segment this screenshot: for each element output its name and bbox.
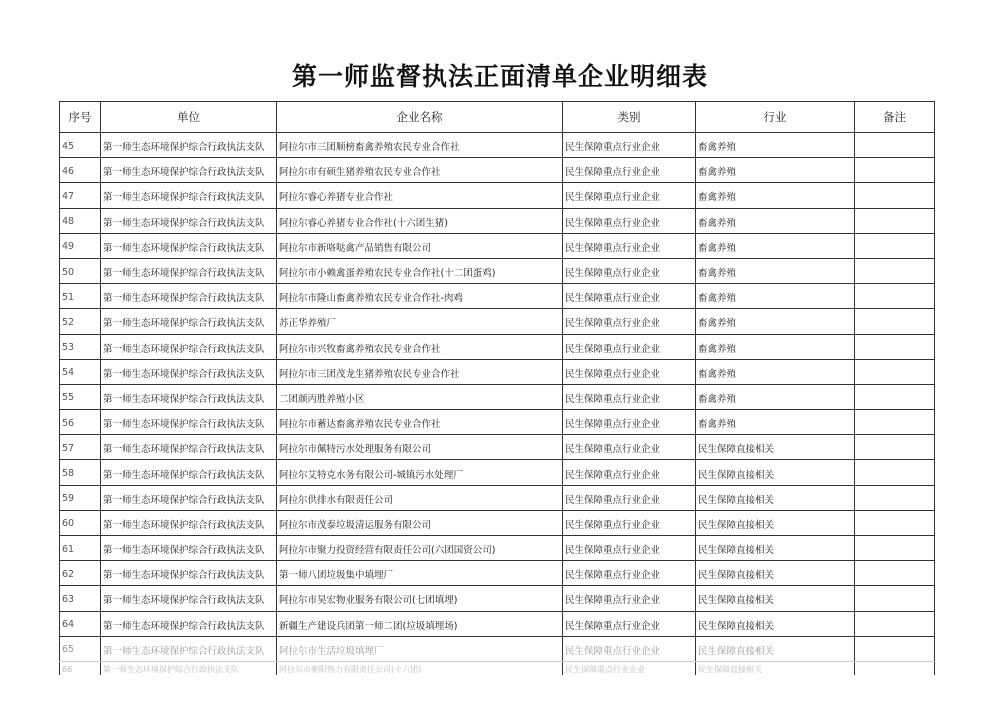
cell-remarks xyxy=(855,611,935,636)
table-row xyxy=(60,611,935,636)
table-row xyxy=(60,158,935,183)
cell-unit: 第一师生态环境保护综合行政执法支队 xyxy=(101,611,277,636)
cell-unit: 第一师生态环境保护综合行政执法支队 xyxy=(101,561,277,586)
table-row xyxy=(60,536,935,561)
cell-category: 民生保障重点行业企业 xyxy=(563,158,696,183)
cell-unit: 第一师生态环境保护综合行政执法支队 xyxy=(101,661,277,675)
cell-unit: 第一师生态环境保护综合行政执法支队 xyxy=(101,485,277,510)
cell-industry: 民生保障直接相关 xyxy=(696,510,855,535)
cell-seq: 45 xyxy=(60,133,101,158)
cell-category: 民生保障重点行业企业 xyxy=(563,661,696,675)
cell-seq: 50 xyxy=(60,258,101,283)
cell-unit: 第一师生态环境保护综合行政执法支队 xyxy=(101,334,277,359)
cell-company: 阿拉尔市聚力投资经营有限责任公司(六团国资公司) xyxy=(277,536,563,561)
enterprise-table xyxy=(59,101,935,675)
cell-company: 阿拉尔供排水有限责任公司 xyxy=(277,485,563,510)
cell-remarks xyxy=(855,284,935,309)
table-row xyxy=(60,510,935,535)
cell-category: 民生保障重点行业企业 xyxy=(563,384,696,409)
cell-industry: 畜禽养殖 xyxy=(696,208,855,233)
cell-seq: 46 xyxy=(60,158,101,183)
cell-unit: 第一师生态环境保护综合行政执法支队 xyxy=(101,309,277,334)
cell-industry: 畜禽养殖 xyxy=(696,233,855,258)
cell-company: 阿拉尔市蓄达畜禽养殖农民专业合作社 xyxy=(277,410,563,435)
cell-seq: 52 xyxy=(60,309,101,334)
cell-seq: 49 xyxy=(60,233,101,258)
table-row xyxy=(60,309,935,334)
cell-industry: 民生保障直接相关 xyxy=(696,460,855,485)
cell-seq: 60 xyxy=(60,510,101,535)
cell-unit: 第一师生态环境保护综合行政执法支队 xyxy=(101,410,277,435)
cell-unit: 第一师生态环境保护综合行政执法支队 xyxy=(101,359,277,384)
cell-industry: 民生保障直接相关 xyxy=(696,636,855,661)
cell-seq: 63 xyxy=(60,586,101,611)
cell-industry: 畜禽养殖 xyxy=(696,133,855,158)
cell-industry: 民生保障直接相关 xyxy=(696,435,855,460)
cell-seq: 64 xyxy=(60,611,101,636)
cell-seq: 47 xyxy=(60,183,101,208)
cell-unit: 第一师生态环境保护综合行政执法支队 xyxy=(101,636,277,661)
cell-company: 阿拉尔市生活垃圾填埋厂 xyxy=(277,636,563,661)
cell-company: 阿拉尔市隆山畜禽养殖农民专业合作社-肉鸡 xyxy=(277,284,563,309)
cell-unit: 第一师生态环境保护综合行政执法支队 xyxy=(101,183,277,208)
table-row xyxy=(60,133,935,158)
cell-company: 阿拉尔市新咯哒禽产品销售有限公司 xyxy=(277,233,563,258)
header-category: 类别 xyxy=(563,102,696,133)
cell-unit: 第一师生态环境保护综合行政执法支队 xyxy=(101,133,277,158)
cell-remarks xyxy=(855,158,935,183)
cell-remarks xyxy=(855,183,935,208)
cell-unit: 第一师生态环境保护综合行政执法支队 xyxy=(101,510,277,535)
table-row xyxy=(60,561,935,586)
cell-remarks xyxy=(855,636,935,661)
cell-company: 第一师八团垃圾集中填埋厂 xyxy=(277,561,563,586)
cell-seq: 62 xyxy=(60,561,101,586)
table-row xyxy=(60,284,935,309)
cell-category: 民生保障重点行业企业 xyxy=(563,435,696,460)
cell-seq: 59 xyxy=(60,485,101,510)
table-row xyxy=(60,636,935,661)
table-header-row xyxy=(60,102,935,133)
cell-company: 阿拉尔市佩特污水处理服务有限公司 xyxy=(277,435,563,460)
cell-remarks xyxy=(855,410,935,435)
table-row xyxy=(60,435,935,460)
cell-category: 民生保障重点行业企业 xyxy=(563,233,696,258)
table-row xyxy=(60,586,935,611)
cell-company: 二团颜丙胜养殖小区 xyxy=(277,384,563,409)
table-row xyxy=(60,410,935,435)
cell-category: 民生保障重点行业企业 xyxy=(563,309,696,334)
cell-unit: 第一师生态环境保护综合行政执法支队 xyxy=(101,586,277,611)
header-industry: 行业 xyxy=(696,102,855,133)
cell-company: 阿拉尔艾特克水务有限公司-城镇污水处理厂 xyxy=(277,460,563,485)
cell-industry: 畜禽养殖 xyxy=(696,284,855,309)
cell-category: 民生保障重点行业企业 xyxy=(563,208,696,233)
page-title: 第一师监督执法正面清单企业明细表 xyxy=(291,62,708,91)
cell-category: 民生保障重点行业企业 xyxy=(563,510,696,535)
cell-unit: 第一师生态环境保护综合行政执法支队 xyxy=(101,460,277,485)
cell-unit: 第一师生态环境保护综合行政执法支队 xyxy=(101,233,277,258)
cell-remarks xyxy=(855,309,935,334)
cell-remarks xyxy=(855,384,935,409)
cell-unit: 第一师生态环境保护综合行政执法支队 xyxy=(101,435,277,460)
cell-category: 民生保障重点行业企业 xyxy=(563,410,696,435)
cell-category: 民生保障重点行业企业 xyxy=(563,586,696,611)
cell-industry: 畜禽养殖 xyxy=(696,410,855,435)
cell-seq: 56 xyxy=(60,410,101,435)
cell-unit: 第一师生态环境保护综合行政执法支队 xyxy=(101,158,277,183)
table-row xyxy=(60,359,935,384)
cell-industry: 民生保障直接相关 xyxy=(696,485,855,510)
cell-unit: 第一师生态环境保护综合行政执法支队 xyxy=(101,536,277,561)
cell-industry: 民生保障直接相关 xyxy=(696,661,855,675)
cell-remarks xyxy=(855,536,935,561)
table-row xyxy=(60,384,935,409)
cell-category: 民生保障重点行业企业 xyxy=(563,485,696,510)
cell-seq: 57 xyxy=(60,435,101,460)
header-company: 企业名称 xyxy=(277,102,563,133)
cell-category: 民生保障重点行业企业 xyxy=(563,611,696,636)
cell-remarks xyxy=(855,485,935,510)
table-row xyxy=(60,258,935,283)
cell-remarks xyxy=(855,359,935,384)
cell-remarks xyxy=(855,334,935,359)
cell-company: 阿拉尔市茂泰垃圾清运服务有限公司 xyxy=(277,510,563,535)
cell-remarks xyxy=(855,233,935,258)
table-row xyxy=(60,485,935,510)
cell-seq: 54 xyxy=(60,359,101,384)
cell-company: 苏正华养殖厂 xyxy=(277,309,563,334)
cell-company: 阿拉尔睿心养猪专业合作社 xyxy=(277,183,563,208)
cell-company: 阿拉尔市三团顺榜畜禽养殖农民专业合作社 xyxy=(277,133,563,158)
cell-category: 民生保障重点行业企业 xyxy=(563,636,696,661)
cell-industry: 畜禽养殖 xyxy=(696,309,855,334)
cell-unit: 第一师生态环境保护综合行政执法支队 xyxy=(101,284,277,309)
cell-industry: 畜禽养殖 xyxy=(696,384,855,409)
cell-category: 民生保障重点行业企业 xyxy=(563,258,696,283)
cell-company: 阿拉尔市兴牧畜禽养殖农民专业合作社 xyxy=(277,334,563,359)
cell-company: 阿拉尔市朝阳热力有限责任公司(十六团) xyxy=(277,661,563,675)
cell-industry: 畜禽养殖 xyxy=(696,334,855,359)
header-remarks: 备注 xyxy=(855,102,935,133)
table-row xyxy=(60,334,935,359)
cell-industry: 民生保障直接相关 xyxy=(696,561,855,586)
header-unit: 单位 xyxy=(101,102,277,133)
cell-category: 民生保障重点行业企业 xyxy=(563,284,696,309)
cell-unit: 第一师生态环境保护综合行政执法支队 xyxy=(101,208,277,233)
cell-category: 民生保障重点行业企业 xyxy=(563,133,696,158)
cell-category: 民生保障重点行业企业 xyxy=(563,334,696,359)
header-seq: 序号 xyxy=(60,102,101,133)
cell-seq: 61 xyxy=(60,536,101,561)
cell-remarks xyxy=(855,258,935,283)
cell-industry: 民生保障直接相关 xyxy=(696,536,855,561)
table-row xyxy=(60,208,935,233)
cell-category: 民生保障重点行业企业 xyxy=(563,183,696,208)
cell-remarks xyxy=(855,586,935,611)
cell-unit: 第一师生态环境保护综合行政执法支队 xyxy=(101,384,277,409)
table-row xyxy=(60,460,935,485)
cell-category: 民生保障重点行业企业 xyxy=(563,536,696,561)
table-row xyxy=(60,183,935,208)
cell-industry: 畜禽养殖 xyxy=(696,183,855,208)
table-row xyxy=(60,233,935,258)
cell-industry: 畜禽养殖 xyxy=(696,158,855,183)
cell-seq: 53 xyxy=(60,334,101,359)
cell-category: 民生保障重点行业企业 xyxy=(563,561,696,586)
cell-industry: 畜禽养殖 xyxy=(696,359,855,384)
cell-remarks xyxy=(855,561,935,586)
cell-remarks xyxy=(855,133,935,158)
cell-industry: 民生保障直接相关 xyxy=(696,586,855,611)
cell-category: 民生保障重点行业企业 xyxy=(563,460,696,485)
cell-company: 阿拉尔睿心养猪专业合作社(十六团生猪) xyxy=(277,208,563,233)
cell-seq: 65 xyxy=(60,636,101,661)
cell-remarks xyxy=(855,435,935,460)
cell-company: 新疆生产建设兵团第一师二团(垃圾填埋场) xyxy=(277,611,563,636)
cell-company: 阿拉尔市小赖禽蛋养殖农民专业合作社(十二团蛋鸡) xyxy=(277,258,563,283)
cell-company: 阿拉尔市三团茂龙生猪养殖农民专业合作社 xyxy=(277,359,563,384)
cell-seq: 51 xyxy=(60,284,101,309)
cell-remarks xyxy=(855,510,935,535)
cell-category: 民生保障重点行业企业 xyxy=(563,359,696,384)
cell-unit: 第一师生态环境保护综合行政执法支队 xyxy=(101,258,277,283)
cell-seq: 66 xyxy=(60,661,101,675)
cell-industry: 民生保障直接相关 xyxy=(696,611,855,636)
cell-company: 阿拉尔市有硕生猪养殖农民专业合作社 xyxy=(277,158,563,183)
cell-industry: 畜禽养殖 xyxy=(696,258,855,283)
cell-company: 阿拉尔市昊宏物业服务有限公司(七团填埋) xyxy=(277,586,563,611)
table-row xyxy=(60,661,935,675)
cell-seq: 55 xyxy=(60,384,101,409)
cell-remarks xyxy=(855,208,935,233)
cell-seq: 58 xyxy=(60,460,101,485)
cell-remarks xyxy=(855,460,935,485)
cell-seq: 48 xyxy=(60,208,101,233)
cell-remarks xyxy=(855,661,935,675)
